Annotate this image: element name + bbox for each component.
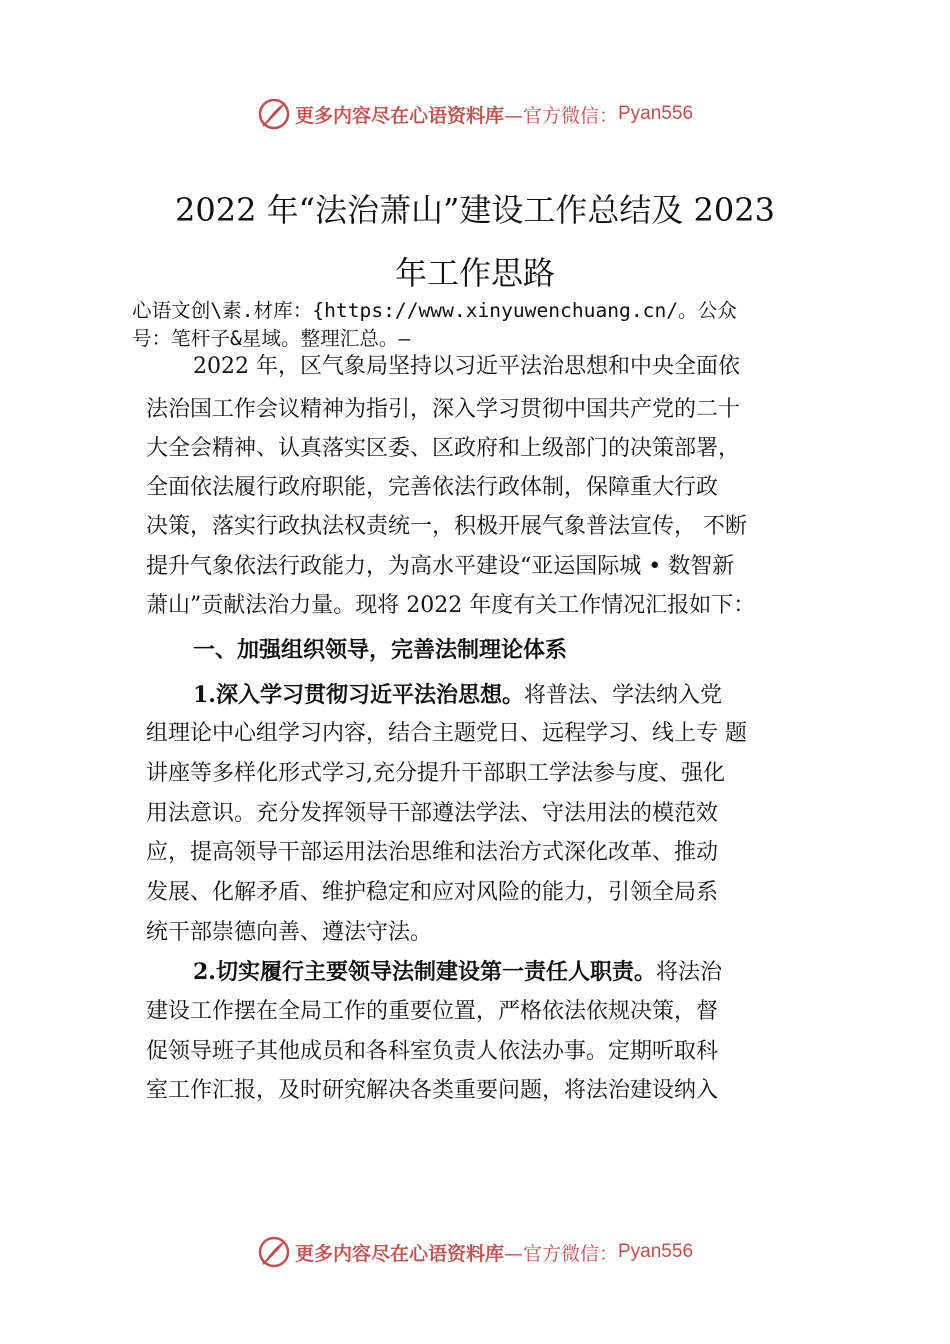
document-title-line-1: 2022 年“法治萧山”建设工作总结及 2023 [175,191,775,229]
item-2-line-2: 建设工作摆在全局工作的重要位置，严格依法依规决策，督 [146,999,719,1024]
banner-wechat-id: Pyan556 [618,1241,694,1262]
banner-text: 更多内容尽在心语资料库 [294,1242,504,1265]
banner-wechat-id: Pyan556 [618,103,694,124]
intro-line-1: 2022 年，区气象局坚持以习近平法治思想和中央全面依 [193,354,740,379]
item-1-line-3: 讲座等多样化形式学习,充分提升干部职工学法参与度、强化 [146,761,725,786]
section-heading-1: 一、加强组织领导，完善法制理论体系 [193,637,568,663]
item-2-line-1 [193,958,950,987]
intro-line-6: 提升气象依法行政能力，为高水平建设“亚运国际城 • 数智新 [146,554,735,579]
item-1-line-1 [193,681,950,710]
item-1-heading: 1.深入学习贯彻习近平法治思想。 [193,682,524,708]
intro-line-7: 萧山”贡献法治力量。现将 2022 年度有关工作情况汇报如下： [146,593,756,618]
quill-logo-icon [257,1235,291,1269]
intro-line-4: 全面依法履行政府职能，完善依法行政体制，保障重大行政 [146,475,719,500]
quill-logo-icon [257,97,291,131]
item-2-text: 将法治 [655,960,722,985]
item-1-line-4: 用法意识。充分发挥领导干部遵法学法、守法用法的模范效 [146,801,719,826]
item-2-line-3: 促领导班子其他成员和各科室负责人依法办事。定期听取科 [146,1039,719,1064]
item-2-heading: 2.切实履行主要领导法制建设第一责任人职责。 [193,959,656,985]
intro-line-3: 大全会精神、认真落实区委、区政府和上级部门的决策部署， [146,436,741,461]
header-banner [0,94,950,134]
banner-text: 更多内容尽在心语资料库 [294,104,504,127]
item-1-text: 将普法、学法纳入党 [523,683,722,708]
intro-line-2: 法治国工作会议精神为指引，深入学习贯彻中国共产党的二十 [146,397,741,422]
item-1-line-2: 组理论中心组学习内容，结合主题党日、远程学习、线上专 题 [146,721,747,746]
banner-suffix: —官方微信： [503,1242,618,1265]
footer-banner [0,1232,950,1272]
banner-suffix: —官方微信： [503,104,618,127]
item-1-line-6: 发展、化解矛盾、维护稳定和应对风险的能力，引领全局系 [146,880,719,905]
intro-line-5: 决策，落实行政执法权责统一，积极开展气象普法宣传， 不断 [146,514,747,539]
item-1-line-5: 应，提高领导干部运用法治思维和法治方式深化改革、推动 [146,840,719,865]
source-note-line-1: 心语文创\素.材库：{https://www.xinyuwenchuang.cn/。公众 [132,299,737,322]
item-1-line-7: 统干部崇德向善、遵法守法。 [146,920,433,945]
item-2-line-4: 室工作汇报，及时研究解决各类重要问题，将法治建设纳入 [146,1078,719,1103]
document-title-line-2: 年工作思路 [394,254,555,292]
source-note-line-2: 号：笔杆子&星域。整理汇总。— [132,327,411,350]
